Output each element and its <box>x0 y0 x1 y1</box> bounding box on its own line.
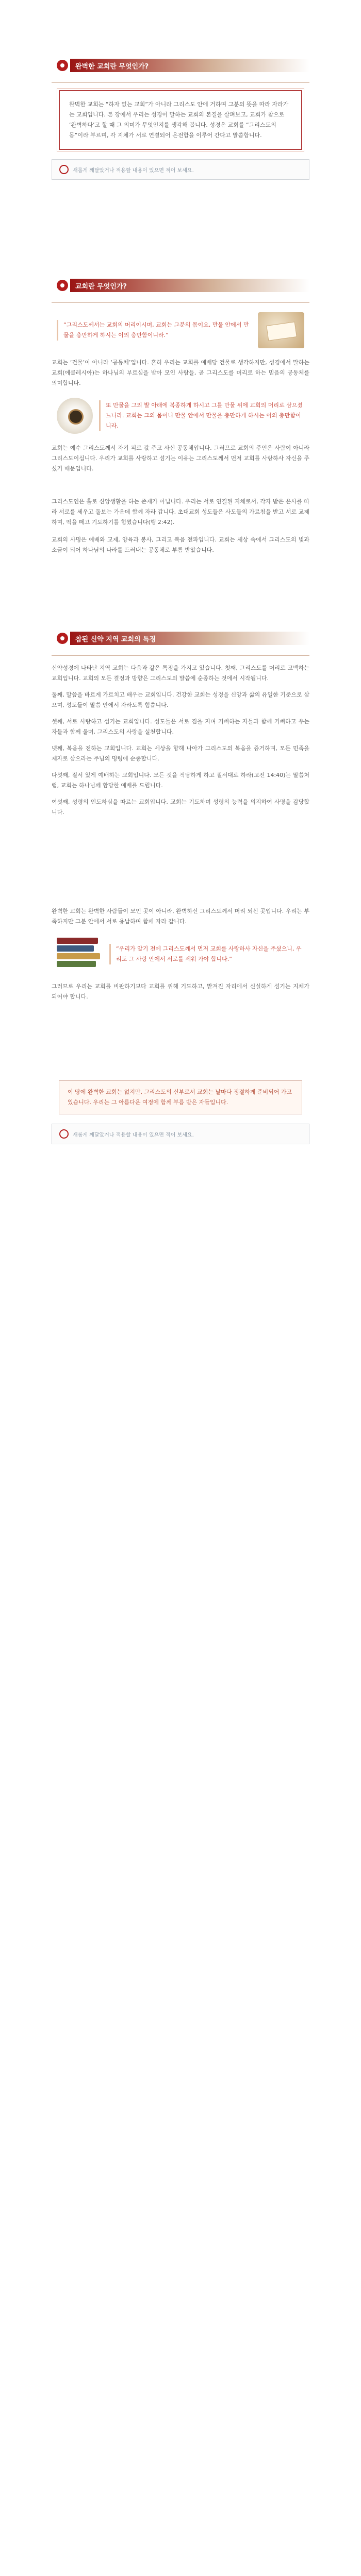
spacer <box>52 481 309 497</box>
note-prompt: 새롭게 깨달았거나 적용할 내용이 있으면 적어 보세요. <box>73 1132 194 1138</box>
feature-paragraph: 셋째, 서로 사랑하고 섬기는 교회입니다. 성도들은 서로 짐을 지며 기뻐하는 자들과 함께 기뻐하고 우는 자들과 함께 울며, 그리스도의 사랑을 실천합니다. <box>52 718 309 735</box>
feature-paragraph: 신약성경에 나타난 지역 교회는 다음과 같은 특징을 가지고 있습니다. 첫째, 그리스도를 머리로 고백하는 교회입니다. 교회의 모든 결정과 방향은 그리스도의 말씀에 순종하는 것에서 시작됩니다. <box>52 665 309 682</box>
divider <box>52 302 309 303</box>
scroll-illustration <box>57 312 304 348</box>
divider <box>52 655 309 656</box>
spacer <box>52 824 309 906</box>
pencil-icon <box>59 165 69 174</box>
books-icon <box>57 936 103 972</box>
quote-text: “우리가 알기 전에 그리스도께서 먼저 교회를 사랑하사 자신을 주셨으니, 우리도 그 사랑 안에서 서로를 세워 가야 합니다.” <box>109 944 304 964</box>
section-title: 참된 신약 지역 교회의 특징 <box>70 632 309 645</box>
section-what-is-church <box>52 272 309 555</box>
eye-icon <box>57 398 93 434</box>
eye-illustration <box>57 398 304 434</box>
closing-quote-text: 이 땅에 완벽한 교회는 없지만, 그리스도의 신부로서 교회는 날마다 정결하게 준비되어 가고 있습니다. 우리는 그 아름다운 여정에 함께 부름 받은 자들입니다. <box>68 1089 292 1106</box>
pencil-icon <box>59 1129 69 1139</box>
section-badge-icon <box>57 633 68 644</box>
section-header <box>52 624 309 652</box>
feature-paragraph: 넷째, 복음을 전하는 교회입니다. 교회는 세상을 향해 나아가 그리스도의 복음을 증거하며, 모든 민족을 제자로 삼으라는 주님의 명령에 순종합니다. <box>52 745 309 762</box>
section-perfect-church <box>52 52 309 180</box>
feature-paragraph: 다섯째, 질서 있게 예배하는 교회입니다. 모든 것을 적당하게 하고 질서대로 하라(고전 14:40)는 말씀처럼, 교회는 하나님께 합당한 예배를 드립니다. <box>52 772 309 789</box>
quote-text: “그리스도께서는 교회의 머리이시며, 교회는 그분의 몸이요, 만물 안에서 만물을 충만하게 하시는 이의 충만함이니라.” <box>57 320 252 341</box>
paragraph: 그리스도인은 홀로 신앙생활을 하는 존재가 아닙니다. 우리는 서로 연결된 지체로서, 각자 받은 은사를 따라 서로를 세우고 돌보는 가운데 함께 자라 갑니다. 초대교회 성도들은 사도들의 가르침을 받고 서로 교제하며, 떡을 떼고 기도하기를 힘썼습니다(행 2:42). <box>52 498 309 526</box>
note-box[interactable] <box>52 159 309 180</box>
note-prompt: 새롭게 깨달았거나 적용할 내용이 있으면 적어 보세요. <box>73 167 194 174</box>
section-header <box>52 272 309 299</box>
spacer <box>52 1009 309 1071</box>
paragraph: 그러므로 우리는 교회를 비판하기보다 교회를 위해 기도하고, 맡겨진 자리에서 신실하게 섬기는 지체가 되어야 합니다. <box>52 983 309 1000</box>
section-badge-icon <box>57 60 68 71</box>
page-content <box>52 52 309 1154</box>
section-nt-church-features <box>52 624 309 1144</box>
divider <box>52 82 309 83</box>
intro-text: 완벽한 교회는 “하자 없는 교회”가 아니라 그리스도 안에 거하며 그분의 뜻을 따라 자라가는 교회입니다. 본 장에서 우리는 성경이 말하는 교회의 본질을 살펴보고, 교회가 참으로 ‘완벽하다’고 할 때 그 의미가 무엇인지를 생각해 봅니다. 성경은 교회를 “그리스도의 몸”이라 부르며, 각 지체가 서로 연결되어 온전함을 이루어 간다고 말씀합니다. <box>69 101 289 139</box>
note-box[interactable] <box>52 1124 309 1144</box>
section-header <box>52 52 309 79</box>
books-illustration <box>57 936 304 972</box>
section-title: 교회란 무엇인가? <box>70 279 309 292</box>
paragraph: 교회는 ‘건물’이 아니라 ‘공동체’입니다. 흔히 우리는 교회를 예배당 건물로 생각하지만, 성경에서 말하는 교회(에클레시아)는 하나님의 부르심을 받아 모인 사람들, 곧 그리스도를 머리로 하는 믿음의 공동체를 의미합니다. <box>52 359 309 386</box>
spacer <box>52 189 309 272</box>
section-title: 완벽한 교회란 무엇인가? <box>70 59 309 72</box>
paragraph: 교회의 사명은 예배와 교제, 양육과 봉사, 그리고 복음 전파입니다. 교회는 세상 속에서 그리스도의 빛과 소금이 되어 하나님의 나라를 드러내는 공동체로 부름 받았습니다. <box>52 536 309 553</box>
intro-box <box>59 90 302 150</box>
paragraph: 교회는 예수 그리스도께서 자기 피로 값 주고 사신 공동체입니다. 그러므로 교회의 주인은 사람이 아니라 그리스도이십니다. 우리가 교회를 사랑하고 섬기는 이유는 그리스도께서 먼저 교회를 사랑하사 자신을 주셨기 때문입니다. <box>52 445 309 472</box>
scripture-quote: 또 만물을 그의 발 아래에 복종하게 하시고 그를 만물 위에 교회의 머리로 삼으셨느니라. 교회는 그의 몸이니 만물 안에서 만물을 충만하게 하시는 이의 충만함이니라. <box>99 400 304 431</box>
paragraph: 완벽한 교회는 완벽한 사람들이 모인 곳이 아니라, 완벽하신 그리스도께서 머리 되신 곳입니다. 우리는 부족하지만 그분 안에서 서로 용납하며 함께 자라 갑니다. <box>52 908 309 925</box>
feature-paragraph: 여섯째, 성령의 인도하심을 따르는 교회입니다. 교회는 기도하며 성령의 능력을 의지하여 사명을 감당합니다. <box>52 799 309 816</box>
scroll-icon <box>258 312 304 348</box>
closing-quote <box>59 1080 302 1114</box>
spacer <box>52 563 309 624</box>
feature-paragraph: 둘째, 말씀을 바르게 가르치고 배우는 교회입니다. 건강한 교회는 성경을 신앙과 삶의 유일한 기준으로 삼으며, 성도들이 말씀 안에서 자라도록 힘씁니다. <box>52 691 309 708</box>
section-badge-icon <box>57 280 68 291</box>
